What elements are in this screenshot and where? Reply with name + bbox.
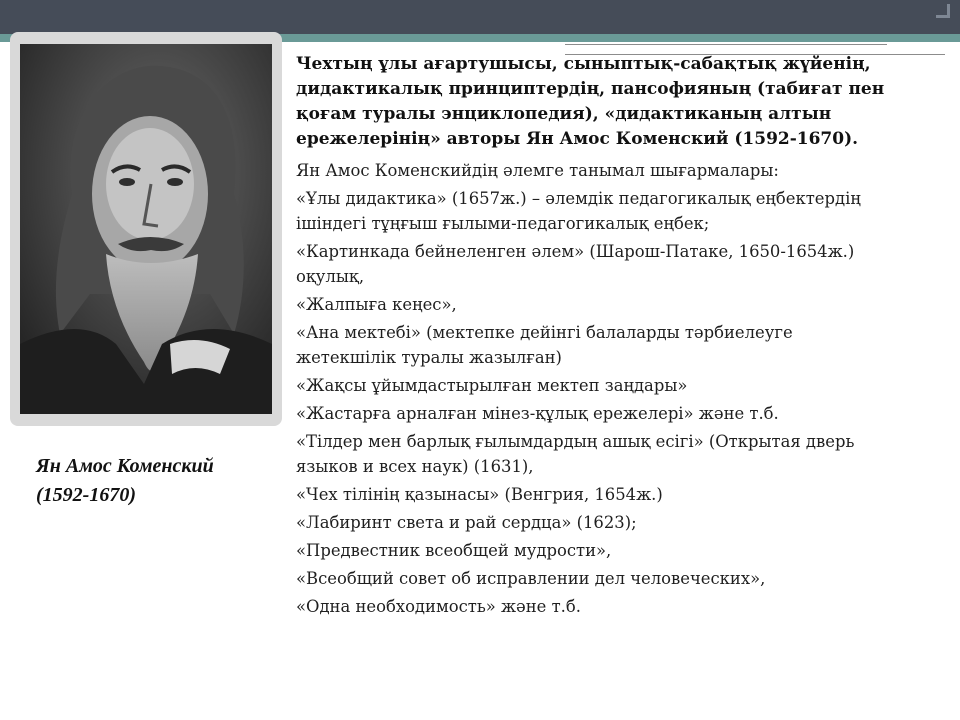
- caption-years: (1592-1670): [36, 484, 136, 506]
- caption-name: Ян Амос Коменский: [36, 455, 214, 477]
- works-intro: Ян Амос Коменскийдің әлемге танымал шығармалары:: [296, 161, 779, 180]
- portrait-caption: [36, 452, 286, 510]
- work-item: «Одна необходимость» және т.б.: [296, 597, 581, 616]
- work-item: «Лабиринт света и рай сердца» (1623);: [296, 513, 637, 532]
- portrait-image: [20, 44, 272, 414]
- decorative-rule: [565, 44, 887, 45]
- work-item: «Чех тілінің қазынасы» (Венгрия, 1654ж.): [296, 485, 663, 504]
- lead-paragraph: Чехтың ұлы ағартушысы, сыныптық-сабақтық жүйенің, дидактикалық принциптердің, пансофияның (табиғат пен қоғам туралы энциклопедия), «дидактиканың алтын ережелерінің» авторы Ян Амос Коменский (1592-1670).: [296, 54, 885, 149]
- work-item: «Жақсы ұйымдастырылған мектеп заңдары»: [296, 376, 688, 395]
- work-item: «Тілдер мен барлық ғылымдардың ашық есігі» (Открытая дверь языков и всех наук) (1631),: [296, 432, 855, 476]
- work-item: «Жастарға арналған мінез-құлық ережелері» және т.б.: [296, 404, 779, 423]
- work-item: «Ұлы дидактика» (1657ж.) – әлемдік педагогикалық еңбектердің ішіндегі тұңғыш ғылыми-педагогикалық еңбек;: [296, 189, 861, 233]
- work-item: «Предвестник всеобщей мудрости»,: [296, 541, 612, 560]
- work-item: «Картинкада бейнеленген әлем» (Шарош-Патаке, 1650-1654ж.) оқулық,: [296, 242, 855, 286]
- text-column: [296, 52, 896, 622]
- corner-accent: [936, 4, 950, 18]
- work-item: «Ана мектебі» (мектепке дейінгі балаларды тәрбиелеуге жетекшілік туралы жазылған): [296, 323, 793, 367]
- header-band: [0, 0, 960, 34]
- work-item: «Всеобщий совет об исправлении дел человеческих»,: [296, 569, 766, 588]
- work-item: «Жалпыға кеңес»,: [296, 295, 457, 314]
